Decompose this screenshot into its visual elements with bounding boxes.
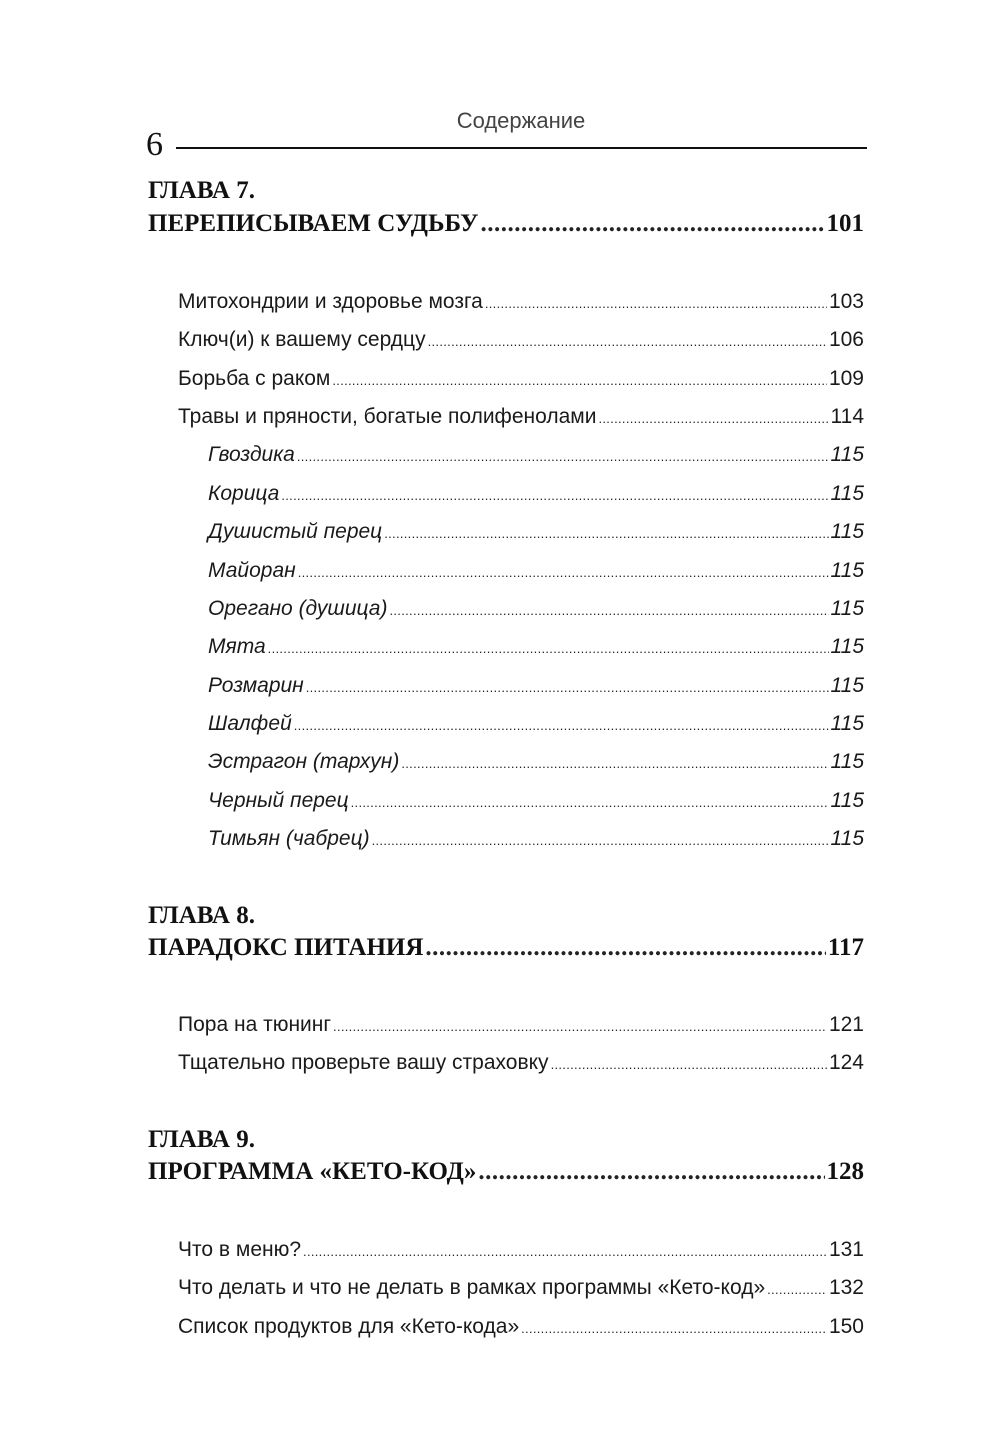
dot-leader [332,373,827,388]
entry-title: Ключ(и) к вашему сердцу [178,328,426,351]
dot-leader [294,718,829,733]
chapter-7-entry[interactable] [148,210,864,238]
dot-leader [425,934,825,962]
chapter-9-label: ГЛАВА 9. [148,1126,255,1153]
header-rule [176,147,867,149]
entry-page: 115 [830,597,864,620]
toc-entry[interactable] [178,1238,864,1262]
chapter-title: ПЕРЕПИСЫВАЕМ СУДЬБУ [148,210,479,237]
toc-subentry[interactable] [208,827,864,851]
entry-page: 115 [830,635,864,658]
chapter-8-label: ГЛАВА 8. [148,902,255,929]
entry-page: 114 [830,405,864,428]
entry-page: 124 [828,1051,864,1074]
entry-page: 115 [830,674,864,697]
toc-entry[interactable] [178,1051,864,1075]
toc-subentry[interactable] [208,635,864,659]
entry-page: 103 [828,290,864,313]
entry-page: 115 [830,559,864,582]
dot-leader [521,1321,827,1336]
entry-page: 150 [828,1315,864,1338]
chapter-page: 128 [826,1158,864,1185]
dot-leader [281,488,828,503]
dot-leader [297,449,829,464]
entry-title: Тимьян (чабрец) [208,827,370,850]
dot-leader [598,411,828,426]
dot-leader [485,296,827,311]
entry-title: Митохондрии и здоровье мозга [178,290,483,313]
entry-title: Борьба с раком [178,367,331,390]
dot-leader [372,833,829,848]
toc-subentry[interactable] [208,443,864,467]
entry-page: 115 [830,750,864,773]
entry-page: 109 [828,367,864,390]
chapter-page: 117 [827,934,864,961]
dot-leader [298,565,829,580]
entry-title: Черный перец [208,789,349,812]
dot-leader [389,603,828,618]
toc-subentry[interactable] [208,559,864,583]
entry-title: Розмарин [208,674,304,697]
toc-entry[interactable] [178,290,864,314]
entry-page: 115 [830,789,864,812]
dot-leader [303,1244,827,1259]
entry-page: 106 [828,328,864,351]
entry-title: Травы и пряности, богатые полифенолами [178,405,597,428]
entry-title: Гвоздика [208,443,295,466]
entry-page: 115 [830,443,864,466]
chapter-8-entry[interactable] [148,934,864,962]
toc-subentry[interactable] [208,712,864,736]
entry-title: Мята [208,635,266,658]
entry-title: Список продуктов для «Кето-кода» [178,1315,520,1338]
chapter-title: ПРОГРАММА «КЕТО-КОД» [148,1158,477,1185]
toc-subentry[interactable] [208,520,864,544]
entry-page: 132 [828,1276,864,1299]
entry-title: Что делать и что не делать в рамках программы «Кето-код» [178,1276,766,1299]
dot-leader [401,756,828,771]
toc-entry[interactable] [178,1013,864,1037]
dot-leader [767,1282,827,1297]
entry-page: 115 [830,482,864,505]
entry-title: Эстрагон (тархун) [208,750,400,773]
toc-entry[interactable] [178,405,864,429]
chapter-page: 101 [826,210,864,237]
entry-page: 121 [828,1013,864,1036]
chapter-7-label: ГЛАВА 7. [148,177,255,204]
dot-leader [351,795,829,810]
toc-entry[interactable] [178,1315,864,1339]
chapter-title: ПАРАДОКС ПИТАНИЯ [148,934,424,961]
toc-subentry[interactable] [208,789,864,813]
toc-subentry[interactable] [208,750,864,774]
entry-page: 131 [828,1238,864,1261]
chapter-9-entry[interactable] [148,1158,864,1186]
entry-title: Пора на тюнинг [178,1013,332,1036]
dot-leader [268,641,829,656]
toc-subentry[interactable] [208,482,864,506]
dot-leader [306,680,829,695]
entry-page: 115 [830,827,864,850]
toc-entry[interactable] [178,367,864,391]
toc-entry[interactable] [178,1276,864,1300]
entry-title: Майоран [208,559,296,582]
dot-leader [478,1158,824,1186]
dot-leader [428,334,827,349]
dot-leader [481,210,825,238]
entry-title: Корица [208,482,280,505]
entry-title: Шалфей [208,712,292,735]
toc-entry[interactable] [178,328,864,352]
running-header-title: Содержание [456,108,586,133]
toc-subentry[interactable] [208,674,864,698]
entry-title: Что в меню? [178,1238,302,1261]
entry-title: Тщательно проверьте вашу страховку [178,1051,549,1074]
entry-title: Душистый перец [208,520,383,543]
dot-leader [384,526,828,541]
entry-page: 115 [830,712,864,735]
toc-subentry[interactable] [208,597,864,621]
page-number: 6 [146,126,163,163]
entry-title: Орегано (душица) [208,597,388,620]
dot-leader [551,1057,827,1072]
dot-leader [333,1019,827,1034]
entry-page: 115 [830,520,864,543]
